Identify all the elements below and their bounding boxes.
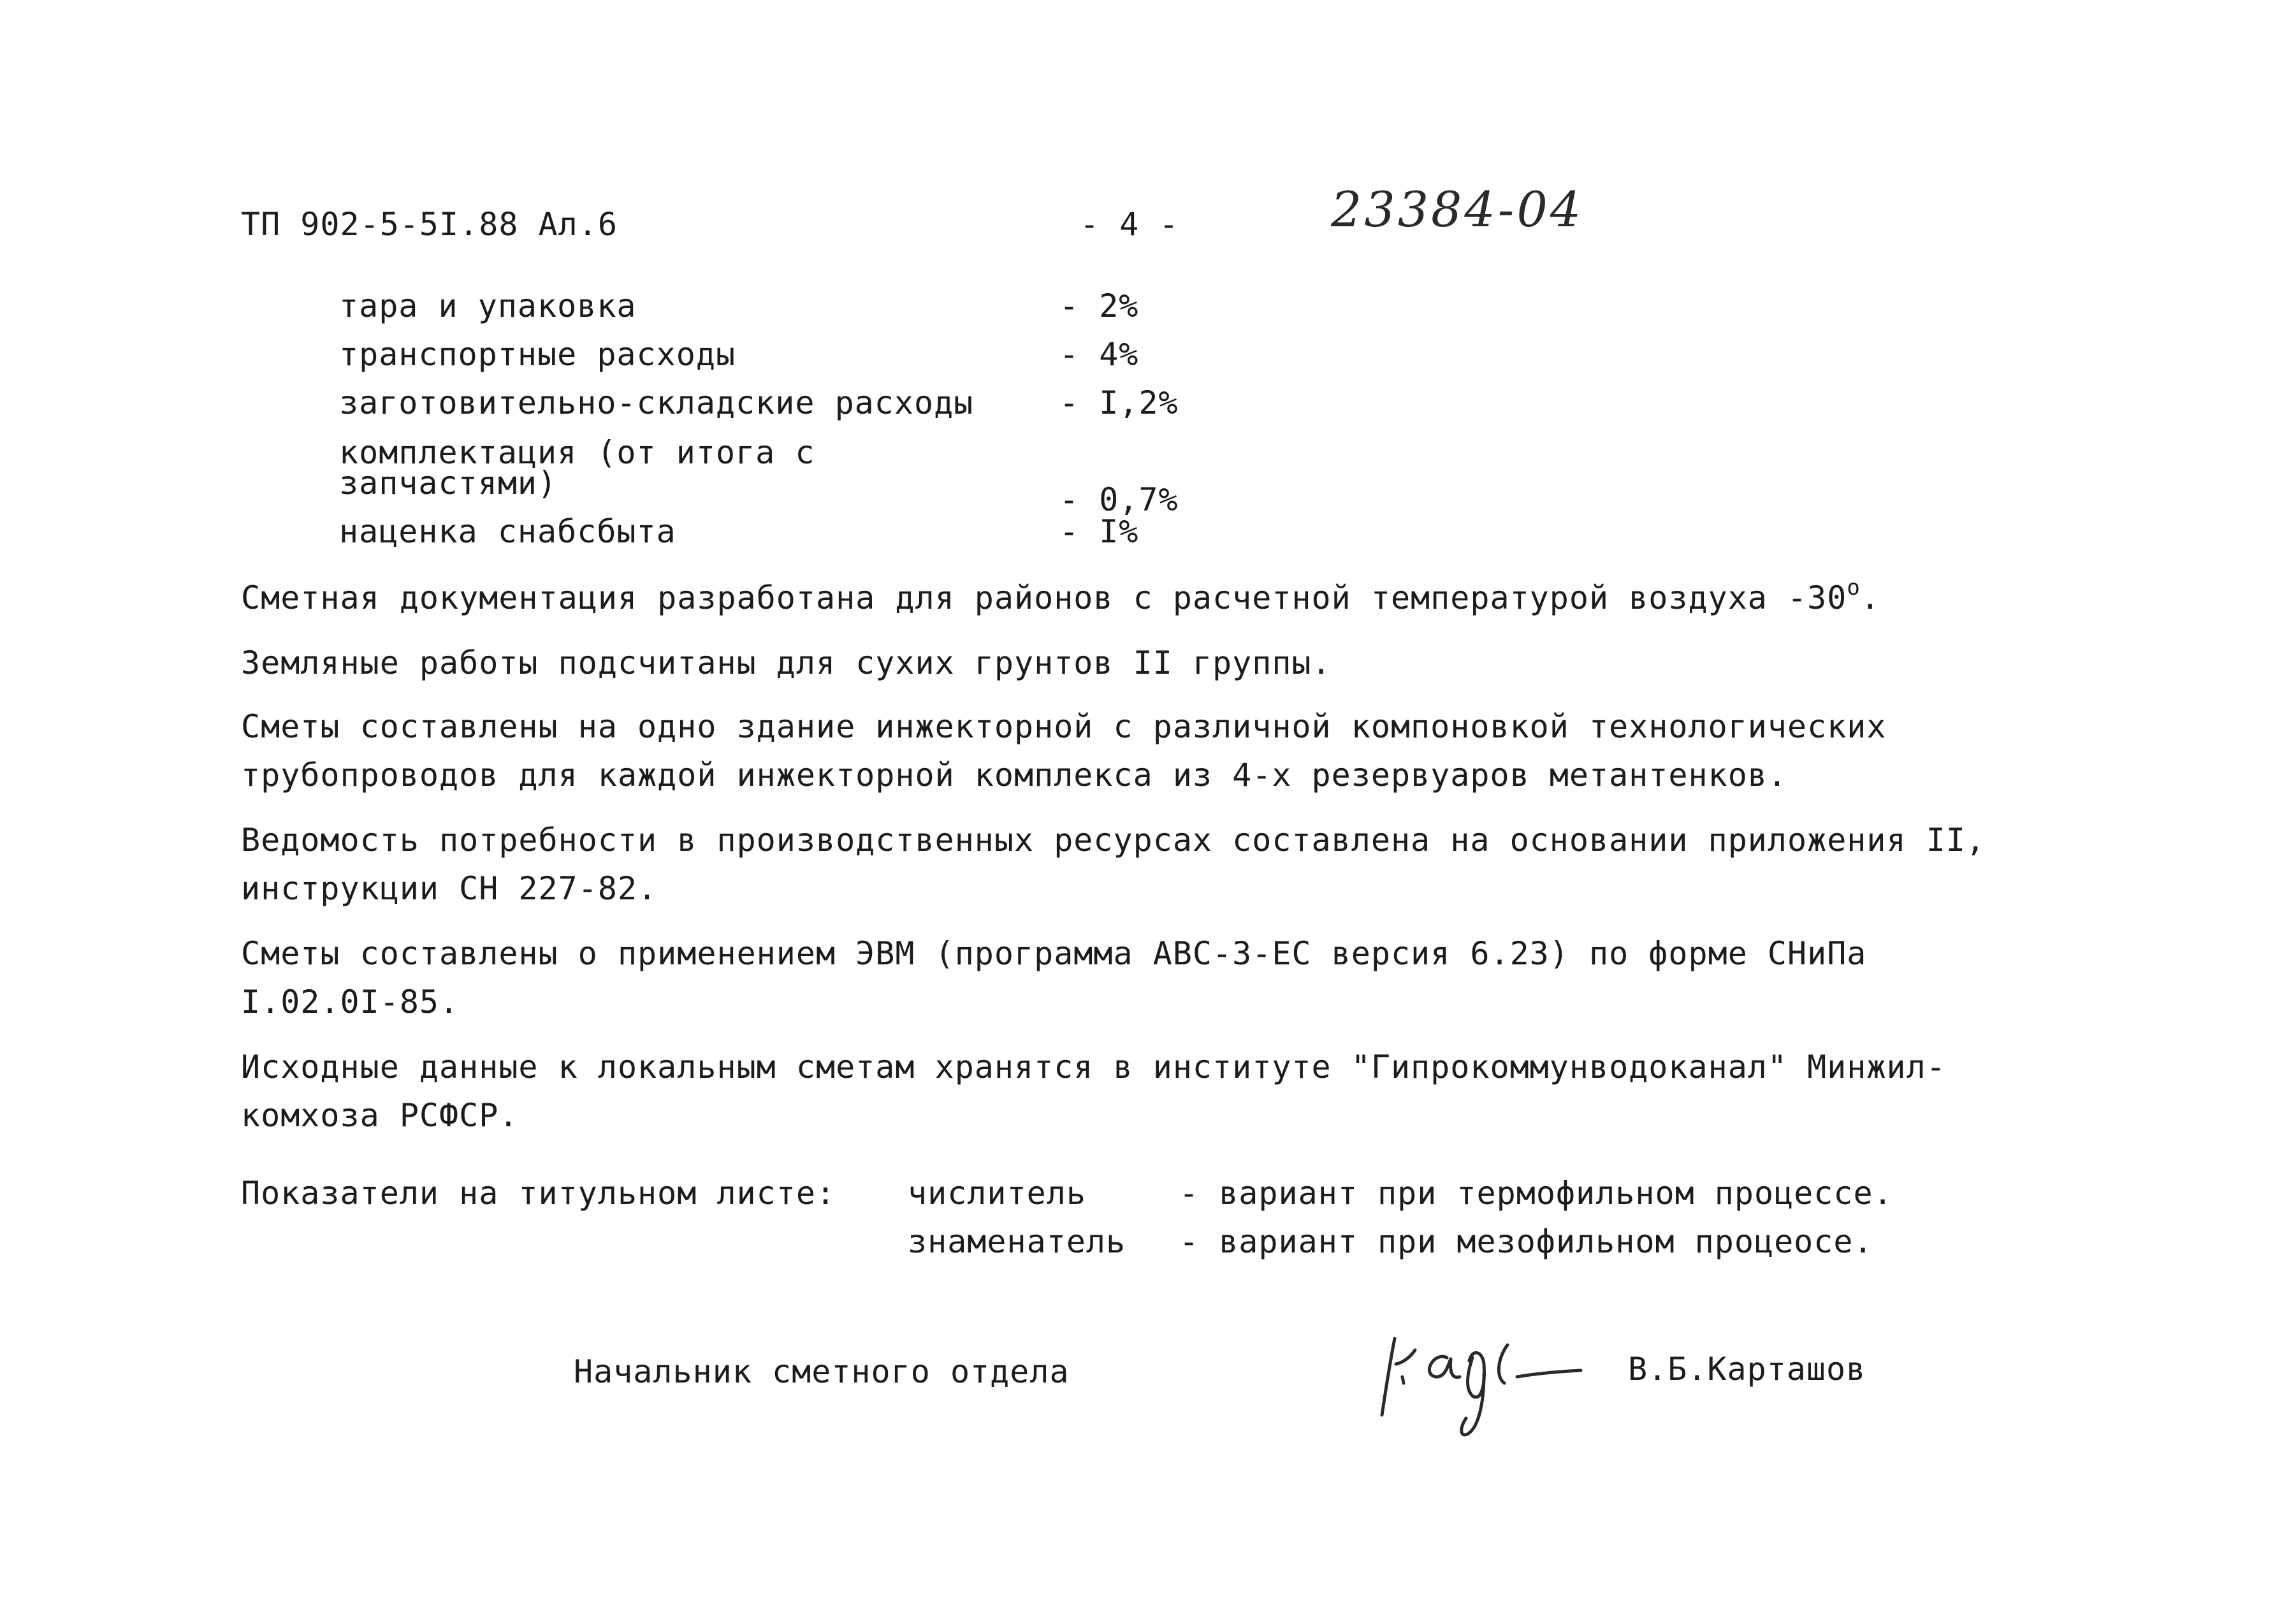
page-number: - 4 -: [1080, 206, 1179, 243]
earthworks-paragraph: Земляные работы подсчитаны для сухих грунтов II группы.: [241, 644, 1332, 681]
handwritten-signature: [1377, 1313, 1594, 1441]
cost-item-label: наценка снабсбыта: [339, 513, 676, 550]
signatory-position: Начальник сметного отдела: [574, 1353, 1070, 1390]
denominator-term: знаменатель: [908, 1223, 1126, 1260]
handwritten-registration-number: 23384-04: [1331, 181, 1584, 238]
cost-item-value: - 2%: [1059, 287, 1139, 324]
computer-paragraph-line2: I.02.0I-85.: [241, 984, 460, 1020]
cost-item-label: транспортные расходы: [339, 336, 736, 373]
estimates-paragraph-line1: Сметы составлены на одно здание инжекторной с различной компоновкой технологических: [241, 708, 1887, 745]
list-item: [339, 464, 1232, 518]
numerator-term: числитель: [908, 1175, 1086, 1212]
cost-item-value: - 4%: [1059, 336, 1139, 373]
signatory-name: В.Б.Карташов: [1628, 1351, 1866, 1388]
computer-paragraph-line1: Сметы составлены о применением ЭВМ (программа АВС-3-ЕС версия 6.23) по форме СНиПа: [241, 935, 1867, 972]
document-code: ТП 902-5-5I.88 Ал.6: [241, 206, 618, 243]
cost-item-value: - I%: [1059, 513, 1139, 550]
resources-paragraph-line1: Ведомость потребности в производственных ресурсах составлена на основании приложения II,: [241, 822, 1986, 859]
list-item: [339, 512, 1232, 551]
temperature-paragraph: [241, 575, 1880, 617]
cost-item-label: комплектация (от итога с: [339, 434, 815, 471]
source-paragraph-line2: комхоза РСФСР.: [241, 1097, 519, 1134]
temperature-end: .: [1860, 579, 1880, 616]
list-item: [339, 384, 1232, 422]
indicators-label: Показатели на титульном листе:: [241, 1175, 836, 1212]
cost-item-label: запчастями): [339, 465, 558, 502]
denominator-description: - вариант при мезофильном процеосе.: [1179, 1223, 1873, 1260]
resources-paragraph-line2: инструкции СН 227-82.: [241, 870, 658, 907]
cost-item-label: заготовительно-складские расходы: [339, 384, 974, 421]
list-item: [339, 335, 1232, 374]
cost-item-value: - 0,7%: [1059, 481, 1179, 518]
cost-item-value: - I,2%: [1059, 384, 1179, 421]
source-paragraph-line1: Исходные данные к локальным сметам хранятся в институте "Гипрокоммунводоканал" Минжил-: [241, 1049, 1946, 1085]
cost-item-label: тара и упаковка: [339, 287, 637, 324]
temperature-text: Сметная документация разработана для районов с расчетной температурой воздуха -30: [241, 579, 1847, 616]
degree-mark: о: [1847, 575, 1861, 600]
estimates-paragraph-line2: трубопроводов для каждой инжекторной комплекса из 4-х резервуаров метантенков.: [241, 757, 1787, 794]
signature-mark: [1377, 1313, 1594, 1441]
numerator-description: - вариант при термофильном процессе.: [1179, 1175, 1893, 1212]
list-item: [339, 287, 1232, 325]
